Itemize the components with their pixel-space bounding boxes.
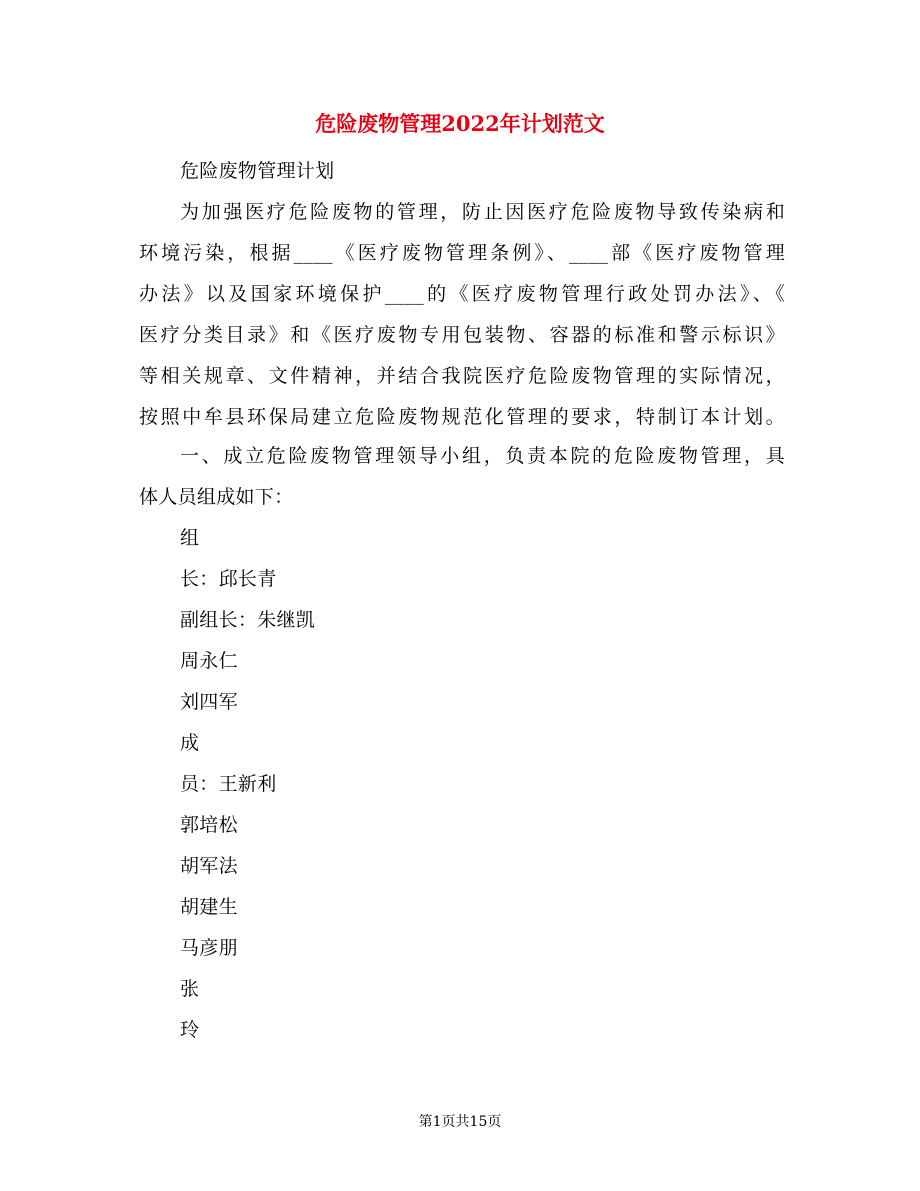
member-line: 胡军法: [180, 855, 238, 877]
member-line: 成: [180, 732, 200, 754]
member-line: 组: [180, 527, 200, 549]
member-line: 周永仁: [180, 650, 238, 672]
member-line: 郭培松: [180, 814, 238, 836]
member-line: 玲: [180, 1019, 200, 1041]
paragraph-2-line-2: 体人员组成如下：: [139, 486, 294, 508]
member-line: 员：王新利: [180, 773, 277, 795]
paragraph-1-line-2: 环境污染，根据____《医疗废物管理条例》、____部《医疗废物管理: [139, 242, 785, 264]
paragraph-1-line-1: 为加强医疗危险废物的管理，防止因医疗危险废物导致传染病和: [180, 201, 785, 223]
paragraph-1-line-6: 按照中牟县环保局建立危险废物规范化管理的要求，特制订本计划。: [139, 406, 785, 428]
member-line: 长：邱长青: [180, 568, 277, 590]
paragraph-1-line-5: 等相关规章、文件精神，并结合我院医疗危险废物管理的实际情况，: [139, 365, 785, 387]
document-subtitle: 危险废物管理计划: [180, 160, 335, 182]
member-line: 张: [180, 978, 200, 1000]
paragraph-1-line-3: 办法》以及国家环境保护____的《医疗废物管理行政处罚办法》、《: [139, 283, 785, 305]
member-line: 副组长：朱继凯: [180, 609, 316, 631]
document-title: 危险废物管理2022年计划范文: [315, 111, 605, 136]
member-line: 马彦朋: [180, 937, 238, 959]
paragraph-1-line-4: 医疗分类目录》和《医疗废物专用包装物、容器的标准和警示标识》: [139, 324, 785, 346]
page-number: 第1页共15页: [418, 1114, 502, 1130]
member-line: 刘四军: [180, 691, 238, 713]
member-line: 胡建生: [180, 896, 238, 918]
paragraph-2-line-1: 一、成立危险废物管理领导小组，负责本院的危险废物管理，具: [180, 445, 785, 467]
